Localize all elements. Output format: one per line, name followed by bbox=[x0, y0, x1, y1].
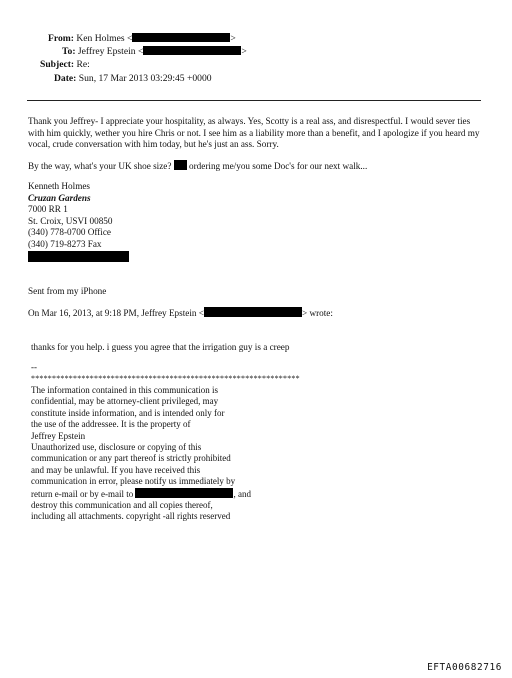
to-line bbox=[62, 46, 247, 58]
separator-stars: **************************************************************** bbox=[31, 374, 300, 383]
signature-fax: (340) 719-8273 Fax bbox=[28, 238, 102, 249]
subject-line bbox=[40, 59, 90, 71]
quote-intro: On Mar 16, 2013, at 9:18 PM, Jeffrey Epstein < > wrote: bbox=[28, 308, 333, 318]
quoted-text: thanks for you help. i guess you agree that the irrigation guy is a creep bbox=[31, 342, 290, 352]
subject-label: Subject: bbox=[40, 59, 75, 70]
signature-address-1: 7000 RR 1 bbox=[28, 204, 68, 215]
date-label: Date: bbox=[54, 73, 77, 84]
to-label: To: bbox=[62, 46, 76, 57]
to-name: Jeffrey Epstein < bbox=[77, 46, 144, 57]
separator-dashes: -- bbox=[31, 362, 37, 372]
redacted-email bbox=[132, 33, 230, 42]
to-tail: > bbox=[241, 46, 247, 57]
date-line bbox=[54, 73, 212, 85]
message-paragraph-1: Thank you Jeffrey- I appreciate your hospitality, as always. Yes, Scotty is a real ass, and disrespectful. I would sever ties with him quickly, wether you hire Chris or not. I see him as a liability more than a benefit, and I apologize if you heard my vocal, crude conversation with him today, but he's just an ass. Sorry. bbox=[28, 116, 480, 150]
signature-name: Kenneth Holmes bbox=[28, 181, 91, 191]
redacted-email bbox=[204, 307, 302, 317]
from-label: From: bbox=[48, 33, 74, 44]
redacted-email bbox=[143, 46, 241, 55]
from-tail: > bbox=[230, 33, 236, 44]
document-id: EFTA00682716 bbox=[427, 662, 502, 673]
confidentiality-disclaimer: The information contained in this communication is confidential, may be attorney-client privileged, may constitute inside information, and is intended only for the use of the addressee. It is the property of Jeffrey Epstein Unauthorized use, disclosure or copying of this communication or any part thereof is strictly prohibited and may be unlawful. If you have received this communication in error, please notify us immediately by return e-mail or by e-mail to , and destroy this communication and all copies thereof, including all attachments. copyright -all rights reserved bbox=[31, 385, 251, 522]
signature-address-2: St. Croix, USVI 00850 bbox=[28, 215, 113, 226]
message-body bbox=[28, 116, 488, 151]
message-paragraph-2: By the way, what's your UK shoe size? ordering me/you some Doc's for our next walk... bbox=[28, 161, 368, 171]
header-divider bbox=[27, 100, 481, 101]
redacted-email bbox=[28, 251, 129, 262]
signature-office-phone: (340) 778-0700 Office bbox=[28, 227, 112, 238]
date-value: Sun, 17 Mar 2013 03:29:45 +0000 bbox=[78, 73, 212, 84]
signature-block bbox=[28, 181, 112, 251]
from-line bbox=[48, 33, 236, 45]
sent-from: Sent from my iPhone bbox=[28, 286, 107, 296]
from-name: Ken Holmes < bbox=[76, 33, 133, 44]
redacted-text bbox=[174, 160, 187, 170]
redacted-email bbox=[135, 488, 233, 498]
signature-company: Cruzan Gardens bbox=[28, 192, 91, 203]
subject-value: Re: bbox=[76, 59, 90, 70]
